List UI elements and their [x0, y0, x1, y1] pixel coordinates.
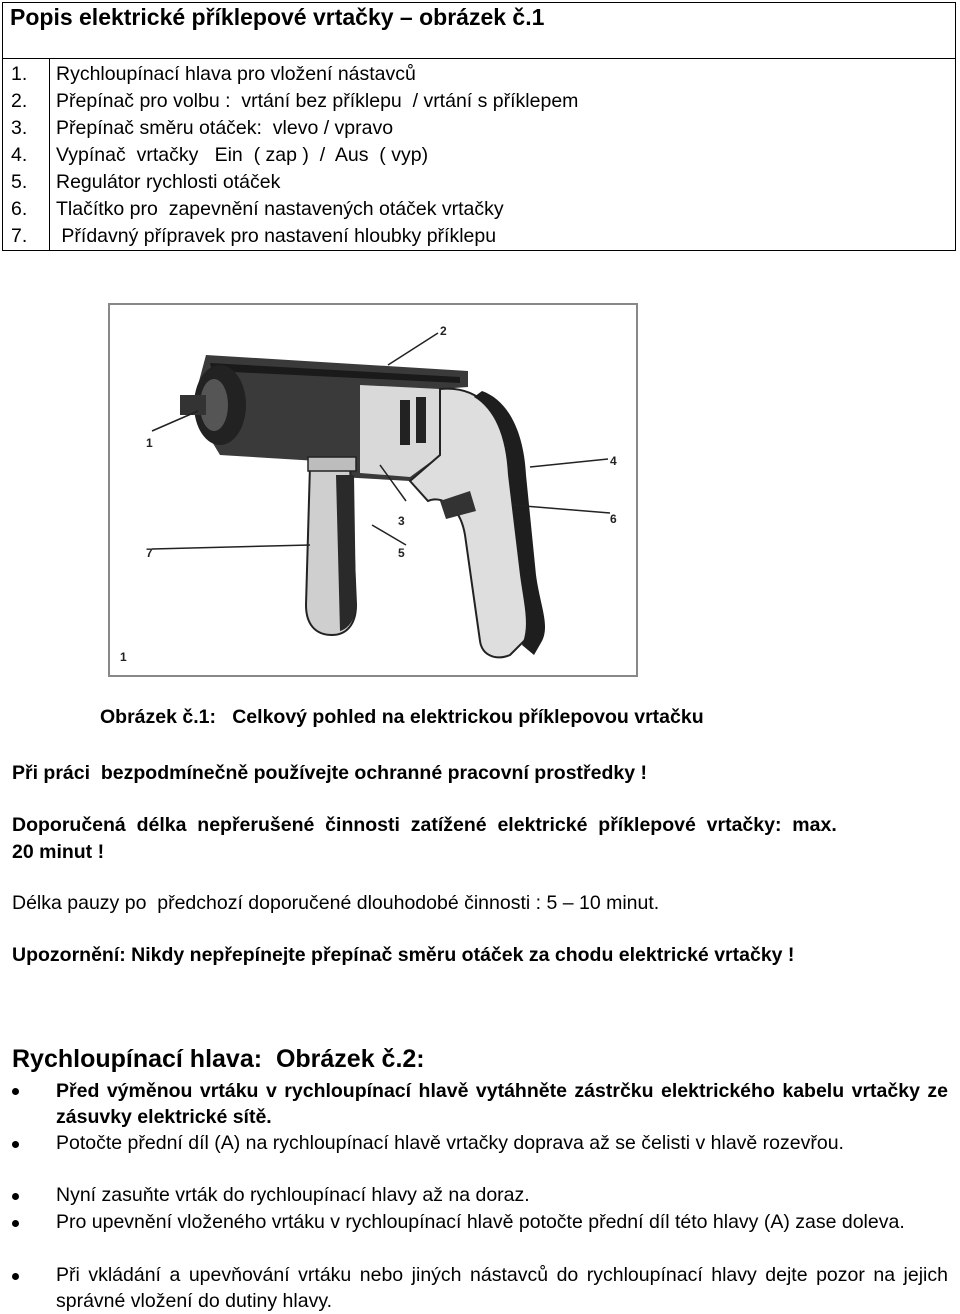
bullet-dot	[12, 1141, 19, 1148]
table-divider-vertical	[49, 58, 50, 250]
list-item: Před výměnou vrtáku v rychloupínací hlavě vytáhněte zástrčku elektrického kabelu vrtačky ze zásuvky elektrické sítě.	[56, 1080, 948, 1128]
duration-note-line1: Doporučená délka nepřerušené činnosti zatížené elektrické příklepové vrtačky: max.	[12, 814, 837, 836]
figure-label-3: 3	[398, 514, 405, 528]
figure-label-6: 6	[610, 512, 617, 526]
part-text: Přepínač pro volbu : vrtání bez příklepu / vrtání s příklepem	[56, 90, 579, 112]
list-item: Pro upevnění vloženého vrtáku v rychloupínací hlavě potočte přední díl této hlavy (A) zase doleva.	[56, 1211, 905, 1233]
part-number: 2.	[11, 90, 28, 112]
part-text: Přídavný přípravek pro nastavení hloubky příklepu	[56, 225, 497, 247]
list-item: Potočte přední díl (A) na rychloupínací hlavě vrtačky doprava až se čelisti v hlavě rozevřou.	[56, 1132, 844, 1154]
figure-label-2: 2	[440, 324, 447, 338]
list-item: Při vkládání a upevňování vrtáku nebo jiných nástavců do rychloupínací hlavy dejte pozor na jejich správné vložení do dutiny hlavy.	[56, 1264, 948, 1312]
warning-note: Upozornění: Nikdy nepřepínejte přepínač směru otáček za chodu elektrické vrtačky !	[12, 944, 795, 966]
figure-label-5: 5	[398, 546, 405, 560]
bullet-dot	[12, 1273, 19, 1280]
section-heading: Rychloupínací hlava: Obrázek č.2:	[12, 1045, 425, 1073]
page-title: Popis elektrické příklepové vrtačky – obrázek č.1	[10, 4, 545, 30]
part-text: Rychloupínací hlava pro vložení nástavců	[56, 63, 416, 85]
part-number: 4.	[11, 144, 28, 166]
figure-caption: Obrázek č.1: Celkový pohled na elektrickou příklepovou vrtačku	[100, 706, 704, 728]
table-divider-horizontal	[3, 58, 955, 59]
part-number: 3.	[11, 117, 28, 139]
drill-illustration	[110, 305, 636, 675]
figure-label-4: 4	[610, 454, 617, 468]
bullet-dot	[12, 1193, 19, 1200]
bullet-dot	[12, 1088, 19, 1095]
pause-note: Délka pauzy po předchozí doporučené dlouhodobé činnosti : 5 – 10 minut.	[12, 892, 660, 914]
figure-label-7: 7	[146, 546, 153, 560]
part-number: 5.	[11, 171, 28, 193]
part-number: 6.	[11, 198, 28, 220]
part-number: 1.	[11, 63, 28, 85]
drill-figure	[108, 303, 638, 677]
figure-label-1: 1	[146, 436, 153, 450]
bullet-dot	[12, 1220, 19, 1227]
safety-note: Při práci bezpodmínečně používejte ochranné pracovní prostředky !	[12, 762, 647, 784]
part-text: Přepínač směru otáček: vlevo / vpravo	[56, 117, 394, 139]
part-text: Regulátor rychlosti otáček	[56, 171, 281, 193]
list-item: Nyní zasuňte vrták do rychloupínací hlavy až na doraz.	[56, 1184, 530, 1206]
part-text: Tlačítko pro zapevnění nastavených otáček vrtačky	[56, 198, 504, 220]
part-text: Vypínač vrtačky Ein ( zap ) / Aus ( vyp)	[56, 144, 429, 166]
duration-note-line2: 20 minut !	[12, 841, 105, 863]
figure-label-1b: 1	[120, 650, 127, 664]
part-number: 7.	[11, 225, 28, 247]
